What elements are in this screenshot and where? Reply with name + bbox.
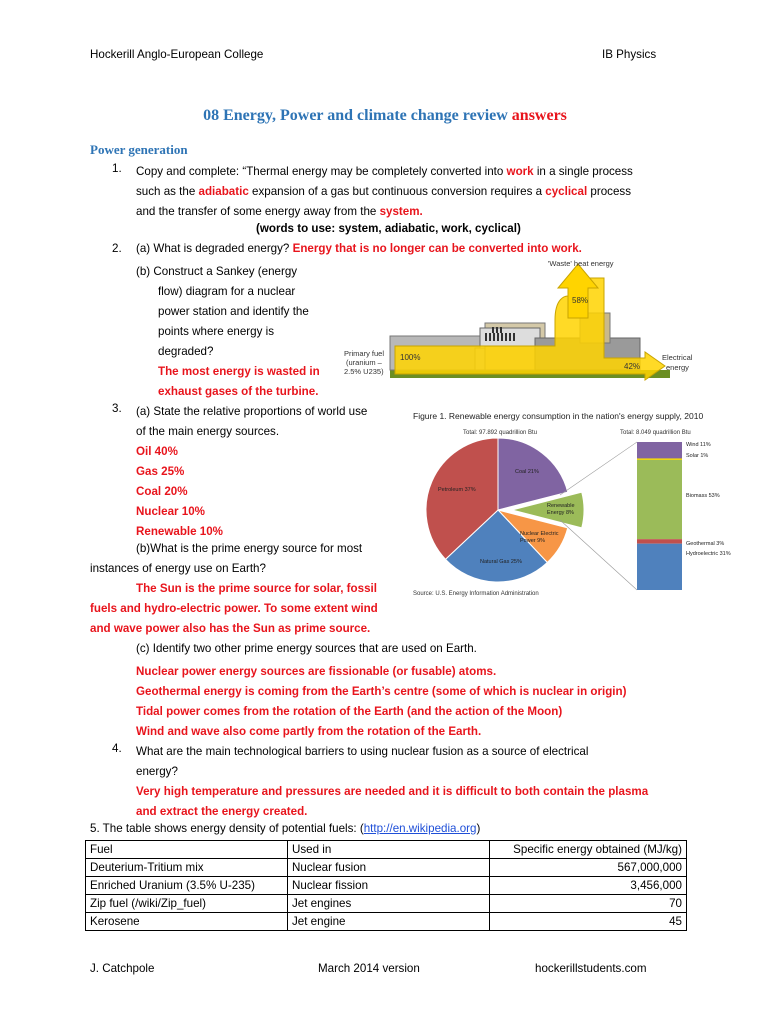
- q3-number: 3.: [112, 402, 122, 415]
- pie-label: Petroleum 37%: [438, 487, 476, 493]
- q3a-answers: [136, 442, 223, 542]
- pie-label: Renewable: [547, 503, 575, 509]
- chart-source: Source: U.S. Energy Information Administration: [413, 591, 539, 597]
- answer-renewable: Renewable 10%: [136, 525, 223, 538]
- primary-fuel-2: (uranium –: [346, 358, 382, 367]
- q3b-answer-3: and wave power also has the Sun as prime source.: [90, 622, 371, 635]
- footer-right: hockerillstudents.com: [535, 962, 647, 975]
- q3b-answer-2: fuels and hydro-electric power. To some extent wind: [90, 602, 378, 615]
- title-main: 08 Energy, Power and climate change review: [203, 107, 512, 124]
- table-row: [86, 859, 687, 877]
- primary-fuel-1: Primary fuel: [344, 349, 385, 358]
- cell-fuel: Kerosene: [86, 913, 288, 931]
- connector-line: [560, 520, 637, 590]
- primary-fuel-3: 2.5% U235): [344, 367, 384, 376]
- answer-nuclear: Nuclear 10%: [136, 505, 205, 518]
- cell-fuel: Zip fuel (/wiki/Zip_fuel): [86, 895, 288, 913]
- header-right: IB Physics: [602, 48, 657, 61]
- q1-words: (words to use: system, adiabatic, work, cyclical): [256, 222, 521, 235]
- header-fuel: Fuel: [86, 841, 288, 859]
- chart-total-left: Total: 97.892 quadrillion Btu: [463, 430, 538, 436]
- answer-coal: Coal 20%: [136, 485, 188, 498]
- pie-label: Energy 8%: [547, 510, 574, 516]
- pie-label: Nuclear Electric: [520, 531, 559, 537]
- fuel-table: [85, 840, 687, 931]
- q3a-question: (a) State the relative proportions of world use of the main energy sources.: [136, 405, 368, 438]
- bar-label: Geothermal 3%: [686, 541, 725, 547]
- stacked-bar: [637, 442, 682, 590]
- pie-label: Natural Gas 25%: [480, 559, 522, 565]
- waste-pct: 58%: [572, 296, 589, 305]
- waste-label: 'Waste' heat energy: [548, 259, 614, 268]
- q1-number: 1.: [112, 162, 122, 175]
- sankey-diagram: [340, 258, 700, 388]
- title-accent: answers: [511, 107, 567, 124]
- q5-text: 5. The table shows energy density of potential fuels: (http://en.wikipedia.org): [90, 822, 481, 835]
- q3b-question-1: (b)What is the prime energy source for most: [136, 542, 363, 555]
- table-row: [86, 895, 687, 913]
- connector-line: [560, 442, 637, 495]
- cell-energy: 70: [490, 895, 687, 913]
- q3b-question-2: instances of energy use on Earth?: [90, 562, 266, 575]
- q2a: (a) What is degraded energy? Energy that is no longer can be converted into work.: [136, 242, 582, 255]
- cell-used-in: Jet engines: [288, 895, 490, 913]
- pie-label: Power 9%: [520, 538, 546, 544]
- q4-number: 4.: [112, 742, 122, 755]
- cell-energy: 567,000,000: [490, 859, 687, 877]
- wikipedia-link[interactable]: http://en.wikipedia.org: [363, 822, 477, 835]
- cell-used-in: Jet engine: [288, 913, 490, 931]
- page-title: [0, 107, 770, 125]
- q2b-answer: The most energy is wasted in exhaust gases of the turbine.: [158, 365, 320, 398]
- cell-energy: 45: [490, 913, 687, 931]
- bar-segment: [637, 458, 682, 459]
- header-used-in: Used in: [288, 841, 490, 859]
- bar-segment: [637, 539, 682, 543]
- bar-label: Solar 1%: [686, 453, 709, 459]
- table-row: [86, 913, 687, 931]
- bar-segment: [637, 460, 682, 539]
- answer-gas: Gas 25%: [136, 465, 185, 478]
- chart-total-right: Total: 8.049 quadrillion Btu: [620, 430, 691, 436]
- q3c-question: (c) Identify two other prime energy sources that are used on Earth.: [136, 642, 477, 655]
- table-header-row: [86, 841, 687, 859]
- bar-segment: [637, 442, 682, 458]
- q2b-question: (b) Construct a Sankey (energy flow) diagram for a nuclear power station and identify the points where energy is degraded?: [136, 265, 309, 358]
- header-energy: Specific energy obtained (MJ/kg): [490, 841, 687, 859]
- renewable-energy-chart: [410, 405, 750, 605]
- footer-center: March 2014 version: [318, 962, 420, 975]
- section-heading: Power generation: [90, 142, 188, 157]
- input-pct: 100%: [400, 353, 421, 362]
- cell-used-in: Nuclear fission: [288, 877, 490, 895]
- output-pct: 42%: [624, 362, 641, 371]
- header-left: Hockerill Anglo-European College: [90, 48, 264, 61]
- chart-title: Figure 1. Renewable energy consumption in the nation's energy supply, 2010: [413, 411, 704, 421]
- cell-fuel: Deuterium-Tritium mix: [86, 859, 288, 877]
- q4-question: What are the main technological barriers to using nuclear fusion as a source of electrical energy?: [136, 745, 589, 778]
- q4-answer: Very high temperature and pressures are needed and it is difficult to both contain the plasma and extract the energy created.: [136, 785, 649, 818]
- bar-label: Wind 11%: [686, 442, 711, 448]
- cell-fuel: Enriched Uranium (3.5% U-235): [86, 877, 288, 895]
- electrical-1: Electrical: [662, 353, 693, 362]
- cell-energy: 3,456,000: [490, 877, 687, 895]
- cell-used-in: Nuclear fusion: [288, 859, 490, 877]
- bar-label: Biomass 53%: [686, 493, 720, 499]
- q2-number: 2.: [112, 242, 122, 255]
- bar-segment: [637, 544, 682, 590]
- bar-label: Hydroelectric 31%: [686, 551, 731, 557]
- q3c-answers: Nuclear power energy sources are fissionable (or fusable) atoms. Geothermal energy is coming from the Earth’s centre (some of which is nuclear in origin) Tidal power comes from the rotation of the Earth (and the action of the Moon) Wind and wave also come partly from the rotation of the Earth.: [136, 665, 627, 738]
- q3b-answer-1: The Sun is the prime source for solar, fossil: [136, 582, 377, 595]
- q1-text: Copy and complete: “Thermal energy may be completely converted into work in a single process such as the adiabatic expansion of a gas but continuous conversion requires a cyclical process and the transfer of some energy away from the system.: [136, 165, 633, 218]
- footer-left: J. Catchpole: [90, 962, 155, 975]
- answer-oil: Oil 40%: [136, 445, 178, 458]
- table-row: [86, 877, 687, 895]
- electrical-2: energy: [666, 363, 689, 372]
- pie-label: Coal 21%: [515, 469, 539, 475]
